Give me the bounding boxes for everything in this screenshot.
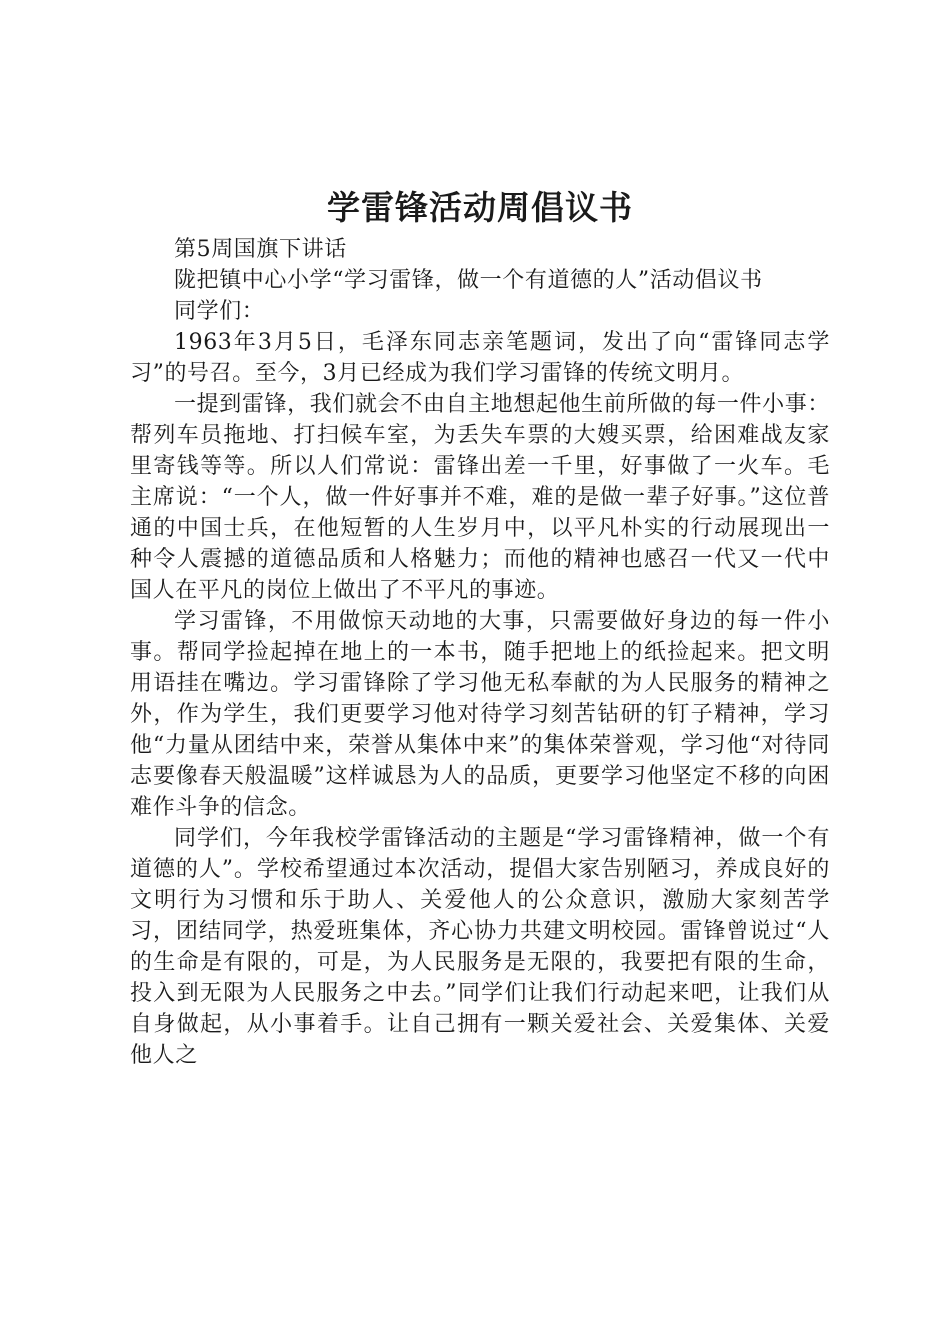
paragraph-subtitle: 第5周国旗下讲话 (174, 237, 347, 262)
paragraph-body: 1963年3月5日，毛泽东同志亲笔题词，发出了向“雷锋同志学习”的号召。至今，3月已经成为我们学习雷锋的传统文明月。 (130, 330, 830, 386)
document-page (130, 182, 830, 1071)
paragraph-body: 同学们，今年我校学雷锋活动的主题是“学习雷锋精神，做一个有道德的人”。学校希望通过本次活动，提倡大家告别陋习，养成良好的文明行为习惯和乐于助人、关爱他人的公众意识，激励大家刻苦学习，团结同学，热爱班集体，齐心协力共建文明校园。雷锋曾说过“人的生命是有限的，可是，为人民服务是无限的，我要把有限的生命，投入到无限为人民服务之中去。”同学们让我们行动起来吧，让我们从自身做起，从小事着手。让自己拥有一颗关爱社会、关爱集体、关爱他人之 (130, 826, 830, 1068)
paragraph-salutation: 同学们： (174, 299, 265, 324)
paragraph-body: 学习雷锋，不用做惊天动地的大事，只需要做好身边的每一件小事。帮同学捡起掉在地上的一本书，随手把地上的纸捡起来。把文明用语挂在嘴边。学习雷锋除了学习他无私奉献的为人民服务的精神之外，作为学生，我们更要学习他对待学习刻苦钻研的钉子精神，学习他“力量从团结中来，荣誉从集体中来”的集体荣誉观，学习他“对待同志要像春天般温暖”这样诚恳为人的品质，更要学习他坚定不移的向困难作斗争的信念。 (130, 609, 830, 820)
paragraph-body: 一提到雷锋，我们就会不由自主地想起他生前所做的每一件小事：帮列车员拖地、打扫候车室，为丢失车票的大嫂买票，给困难战友家里寄钱等等。所以人们常说：雷锋出差一千里，好事做了一火车。毛主席说：“一个人，做一件好事并不难，难的是做一辈子好事。”这位普通的中国士兵，在他短暂的人生岁月中，以平凡朴实的行动展现出一种令人震撼的道德品质和人格魅力；而他的精神也感召一代又一代中国人在平凡的岗位上做出了不平凡的事迹。 (130, 392, 830, 603)
paragraph-heading: 陇把镇中心小学“学习雷锋，做一个有道德的人”活动倡议书 (174, 268, 763, 293)
document-title: 学雷锋活动周倡议书 (327, 188, 633, 227)
